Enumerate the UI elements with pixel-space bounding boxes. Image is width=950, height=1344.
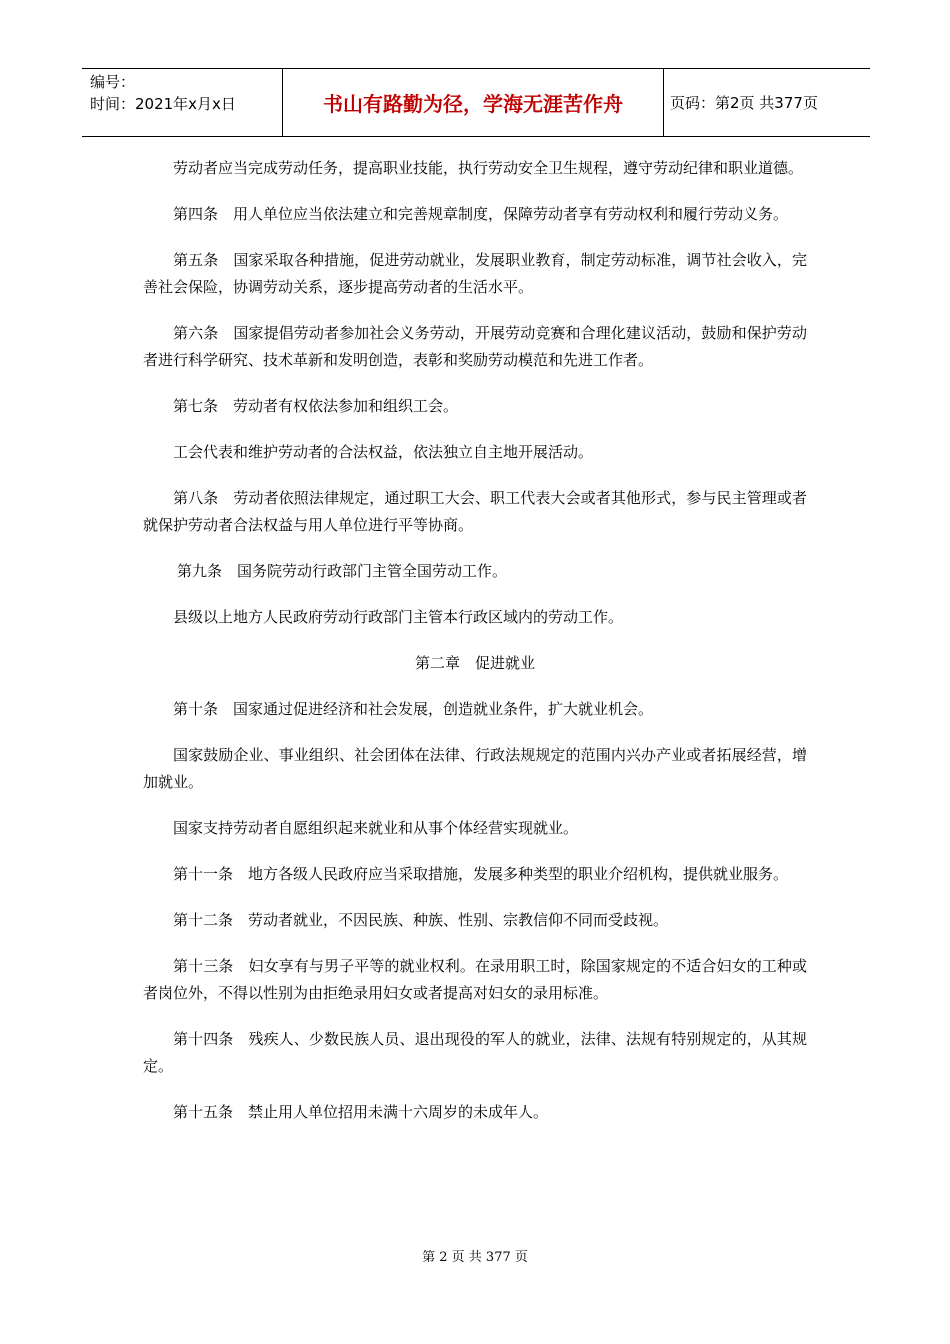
article-6: 第六条 国家提倡劳动者参加社会义务劳动，开展劳动竞赛和合理化建议活动，鼓励和保护劳动者进行科学研究、技术革新和发明创造，表彰和奖励劳动模范和先进工作者。 [143,324,807,369]
article-12: 第十二条 劳动者就业，不因民族、种族、性别、宗教信仰不同而受歧视。 [173,911,669,929]
header-page-info: 页码：第2页 共377页 [670,94,818,112]
chapter-heading: 第二章 促进就业 [414,654,535,672]
paragraph: 县级以上地方人民政府劳动行政部门主管本行政区域内的劳动工作。 [173,608,624,626]
document-date: 时间：2021年x月x日 [90,95,236,113]
header-meta [90,71,280,115]
page-footer: 第 2 页 共 377 页 [422,1250,528,1265]
article-8: 第八条 劳动者依照法律规定，通过职工大会、职工代表大会或者其他形式，参与民主管理或者就保护劳动者合法权益与用人单位进行平等协商。 [143,489,807,534]
article-5: 第五条 国家采取各种措施，促进劳动就业，发展职业教育，制定劳动标准，调节社会收入，完善社会保险，协调劳动关系，逐步提高劳动者的生活水平。 [143,251,807,296]
article-10: 第十条 国家通过促进经济和社会发展，创造就业条件，扩大就业机会。 [173,700,654,718]
paragraph: 国家支持劳动者自愿组织起来就业和从事个体经营实现就业。 [173,819,579,837]
page-header [82,68,870,137]
article-9: 第九条 国务院劳动行政部门主管全国劳动工作。 [177,562,508,580]
paragraph: 工会代表和维护劳动者的合法权益，依法独立自主地开展活动。 [173,443,594,461]
article-14: 第十四条 残疾人、少数民族人员、退出现役的军人的就业，法律、法规有特别规定的，从其规定。 [143,1030,807,1075]
paragraph: 国家鼓励企业、事业组织、社会团体在法律、行政法规规定的范围内兴办产业或者拓展经营，增加就业。 [143,746,807,791]
article-15: 第十五条 禁止用人单位招用未满十六周岁的未成年人。 [173,1103,549,1121]
document-body [143,155,807,1145]
paragraph: 劳动者应当完成劳动任务，提高职业技能，执行劳动安全卫生规程，遵守劳动纪律和职业道德。 [173,159,804,177]
article-7: 第七条 劳动者有权依法参加和组织工会。 [173,397,459,415]
document-number-label: 编号： [90,73,136,91]
article-4: 第四条 用人单位应当依法建立和完善规章制度，保障劳动者享有劳动权利和履行劳动义务。 [173,205,789,223]
article-13: 第十三条 妇女享有与男子平等的就业权利。在录用职工时，除国家规定的不适合妇女的工种或者岗位外，不得以性别为由拒绝录用妇女或者提高对妇女的录用标准。 [143,957,807,1002]
article-11: 第十一条 地方各级人民政府应当采取措施，发展多种类型的职业介绍机构，提供就业服务。 [173,865,789,883]
header-motto: 书山有路勤为径，学海无涯苦作舟 [282,69,664,136]
